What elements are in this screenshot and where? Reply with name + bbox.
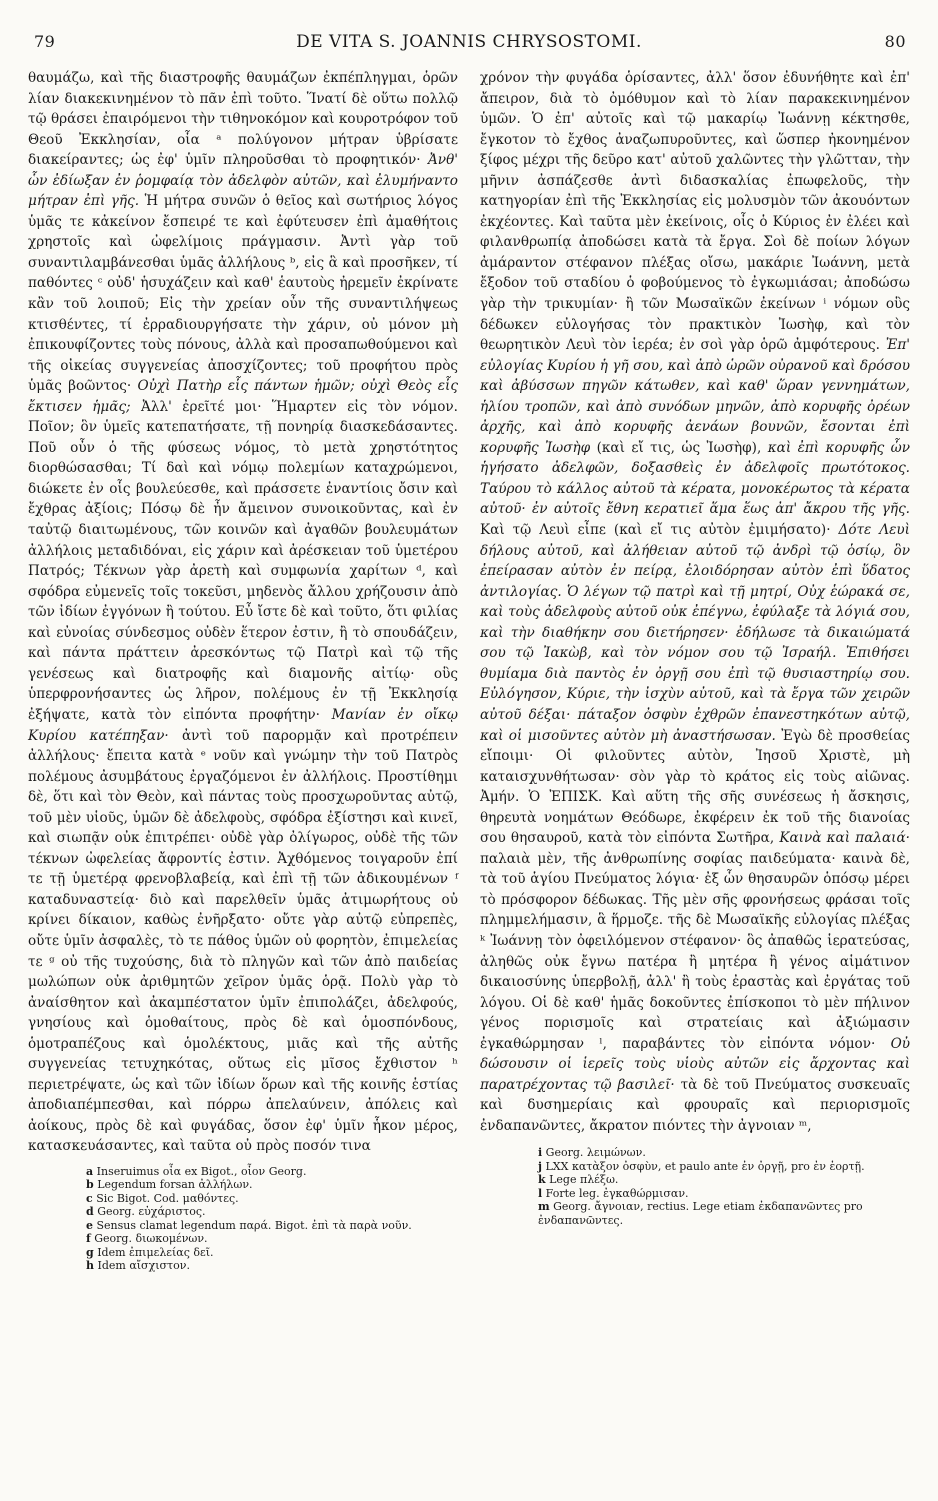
two-column-body xyxy=(28,68,910,1273)
scripture-quote: Καινὰ καὶ παλαιά· xyxy=(779,830,910,847)
footnote xyxy=(480,1200,910,1227)
footnote-marker: g xyxy=(86,1245,94,1259)
text-run: Ἡ μήτρα συνῶν ὁ θεῖος καὶ σωτήριος λόγος ὑμᾶς τε κἀκείνον ἔσπειρέ τε καὶ ἐφύτευσεν ἐπὶ ἀμαθήτοις χρηστοῖς καὶ ὠφελίμοις πράγμασιν. Ἀντὶ γὰρ τοῦ συναντιλαμβάνεσθαι ὑμᾶς ἀλλήλους ᵇ, εἰς ἃ καὶ προσῆκεν, τί παθόντες ᶜ οὐδ' ἡσυχάζειν καὶ καθ' ἑαυτοὺς ἠρεμεῖν ἐκρίνατε κἂν τοῦ λοιποῦ; Εἰς τὴν χρείαν οὖν τῆς συναντιλήψεως κτισθέντες, τί ἐρραδιουργήσατε τὴν χάριν, οὐ μόνον μὴ ἐπικουφίζοντες τοὺς πόνους, ἀλλὰ καὶ προσαπωθούμενοι καὶ τῆς οἰκείας συγγενείας ἀποσχίζοντες; τοῦ προφήτου πρὸς ὑμᾶς βοῶντος· xyxy=(28,193,458,395)
scripture-quote: Δότε Λευὶ δήλους αὐτοῦ, καὶ ἀλήθειαν αὐτοῦ τῷ ἀνδρὶ τῷ ὁσίῳ, ὃν ἐπείρασαν αὐτὸν ἐν πείρᾳ, ἐλοιδόρησαν αὐτὸν ἐπὶ ὕδατος ἀντιλογίας. Ὁ λέγων τῷ πατρὶ καὶ τῇ μητρί, Οὐχ ἑώρακά σε, καὶ τοὺς ἀδελφοὺς αὐτοῦ οὐκ ἐπέγνω, ἐφύλαξε τὰ λόγιά σου, καὶ τὴν διαθήκην σου διετήρησεν· ἐδήλωσε τὰ δικαιώματά σου τῷ Ἰακὼβ, καὶ τὸν νόμον σου τῷ Ἰσραήλ. Ἐπιθήσει θυμίαμα διὰ παντὸς ἐν ὀργῇ σου ἐπὶ τῷ θυσιαστηρίῳ σου. Εὐλόγησον, Κύριε, τὴν ἰσχὺν αὐτοῦ, καὶ τὰ ἔργα τῶν χειρῶν αὐτοῦ δέξαι· πάταξον ὀσφὺν ἐχθρῶν ἐπανεστηκότων αὐτῷ, καὶ οἱ μισοῦντες αὐτὸν μὴ ἀναστήσωσαν. xyxy=(480,522,910,744)
footnote-text: LXX κατὰξον ὀσφὺν, et paulo ante ἐν ὀργῇ, pro ἐν ἑορτῇ. xyxy=(541,1159,865,1173)
right-footnotes xyxy=(480,1146,910,1227)
footnote-text: Lege πλέξω. xyxy=(545,1173,619,1187)
right-column xyxy=(480,68,910,1273)
text-run: ἀντὶ τοῦ παρορμᾷν καὶ προτρέπειν ἀλλήλους· ἔπειτα κατὰ ᵉ νοῦν καὶ γνώμην τὴν τοῦ Πατρὸς πολέμους ἀσυμβάτους ἐργαζόμενοι ἐν ἀλλήλοις. Προστίθημι δὲ, ὅτι καὶ τὸν Θεὸν, καὶ πάντας τοὺς προσχωροῦντας αὐτῷ, τοῦ μὲν υἱοῦς, ὑμῶν δὲ ἀδελφοὺς, σφόδρα ἐξίστησι καὶ κινεῖ, καὶ σιωπᾷν οὐκ ἐπιτρέπει· οὐδὲ γὰρ ὀλίγωρος, οὐδὲ τῆς τῶν τέκνων ὠφελείας ἄφροντίς ἐστιν. Ἀχθόμενος τοιγαροῦν ἐπί τε τῇ ὑμετέρᾳ φρενοβλαβείᾳ, καὶ ἐπὶ τῇ τῶν ἀδικουμένων ᶠ καταδυναστείᾳ· διὸ καὶ παρελθεῖν ὑμᾶς ἀτιμωρήτους οὐ κρίνει δίκαιον, καθὼς ἐνῆρξατο· οὔτε γὰρ αὐτῷ εὐπρεπὲς, οὔτε ὑμῖν ἀσφαλὲς, τὸ τε πάθος ὑμῶν οὐ φορητὸν, ἐπιμελείας τε ᵍ οὐ τῆς τυχούσης, διὰ τὸ πληγῶν καὶ τῶν ἀπὸ παιδείας μωλώπων οὐκ ἀριθμητῶν χεῖρον ὑμᾶς ὁρᾷ. Πολὺ γὰρ τὸ ἀναίσθητον καὶ ἀκαμπέστατον ὑμῖν ἐπιπολάζει, ἀδελφούς, γνησίους καὶ ὁμοθαίτους, πρὸς δὲ καὶ ὁμοσπόνδους, ὁμοτραπέζους καὶ ὁμολέκτους, μιᾶς καὶ τῆς αὐτῆς συγγενείας τετυχηκότας, οὕτως εἰς μῖσος ἔχθιστον ʰ περιετρέψατε, ὡς καὶ τῶν ἰδίων ὅρων καὶ τῆς κοινῆς ἑστίας ἀποδιαπέμπεσθαι, καὶ πόρρω ἀπελαύνειν, ἀπόλεις καὶ ἀοίκους, πρὸς δὲ καὶ φυγάδας, ὅσον ἐφ' ὑμῖν ἧκον μέρος, κατασκευάσαντες, καὶ ταῦτα οὐ πρὸς ποσόν τινα xyxy=(28,727,459,1155)
footnote-marker: m xyxy=(538,1200,550,1214)
paragraph xyxy=(480,68,910,1136)
text-run: Ἐγὼ δὲ προσθείας εἴποιμι· Οἱ φιλοῦντες αὐτὸν, Ἰησοῦ Χριστὲ, μὴ καταισχυνθήτωσαν· σὸν γὰρ τὸ κράτος εἰς τοὺς αἰῶνας. Ἀμήν. Ὁ ἘΠΙΣΚ. Καὶ αὕτη τῆς σῆς συνέσεως ἡ ἄσκησις, θηρευτὰ νοημάτων Θεόδωρε, ἐκφέρειν ἐκ τοῦ τῆς διανοίας σου θησαυροῦ, κατὰ τὸν εἰπόντα Σωτῆρα, xyxy=(480,727,910,847)
scripture-quote: Ἀνθ' ὧν ἐδίωξαν ἐν ῥομφαίᾳ τὸν ἀδελφὸν αὐτῶν, καὶ ἐλυμήναντο μήτραν ἐπὶ γῆς. xyxy=(28,152,458,210)
footnote-marker: i xyxy=(538,1146,543,1160)
footnote xyxy=(28,1192,458,1206)
running-title: DE VITA S. JOANNIS CHRYSOSTOMI. xyxy=(296,32,642,52)
footnote-text: Inseruimus οἷα ex Bigot., οἷον Georg. xyxy=(93,1164,307,1178)
footnote xyxy=(28,1259,458,1273)
footnote-marker: e xyxy=(86,1218,93,1232)
footnote xyxy=(28,1232,458,1246)
scripture-quote: Μανίαν ἐν οἴκῳ Κυρίου κατέπηξαν· xyxy=(28,706,459,744)
footnote-text: Legendum forsan ἀλλήλων. xyxy=(93,1178,253,1192)
footnote xyxy=(480,1173,910,1187)
footnote-marker: f xyxy=(86,1232,91,1246)
footnote xyxy=(480,1160,910,1174)
footnote xyxy=(28,1205,458,1219)
footnote xyxy=(480,1187,910,1201)
left-column xyxy=(28,68,458,1273)
footnote-marker: b xyxy=(86,1178,94,1192)
footnote xyxy=(480,1146,910,1160)
scripture-quote: Οὐ δώσουσιν οἱ ἱερεῖς τοὺς υἱοὺς αὐτῶν εἰς ἄρχοντας καὶ παρατρέχοντας τῷ βασιλεῖ· xyxy=(480,1035,910,1093)
page-number-right: 80 xyxy=(884,32,906,51)
text-run: τὰ δὲ τοῦ Πνεύματος συσκευαῖς καὶ δυσημερίαις καὶ φρουραῖς καὶ περιορισμοῖς ἐνδαπανῶντες, ἄκρατον πιόντες τὴν ἀγνοιαν ᵐ, xyxy=(480,1076,910,1134)
footnote xyxy=(28,1178,458,1192)
scripture-quote: Οὐχὶ Πατὴρ εἷς πάντων ἡμῶν; οὐχὶ Θεὸς εἷς ἔκτισεν ἡμᾶς; xyxy=(28,378,458,415)
footnote xyxy=(28,1165,458,1179)
footnote-marker: j xyxy=(538,1159,542,1173)
left-footnotes xyxy=(28,1165,458,1273)
text-run: χρόνον τὴν φυγάδα ὁρίσαντες, ἀλλ' ὅσον ἐδυνήθητε καὶ ἐπ' ἄπειρον, διὰ τὸ ὀμόθυμον καὶ τὸ λίαν παρακεκινημένον ὑμῶν. Ὁ ἐπ' αὐτοῖς καὶ τῷ μακαρίῳ Ἰωάννῃ κέκτησθε, ἔγκοτον τὸ ἔχθος ἀναζωπυροῦντες, καὶ ὥσπερ ἠκονημένον ξίφος μέχρι τῆς δεῦρο κατ' αὐτοῦ χαλῶντες τὴν γλῶτταν, τὴν μῆνιν ἀσπάζεσθε ἀντὶ διδασκαλίας ἐπωφελοῦς, τὴν κατηγορίαν ἐπὶ τῆς Ἐκκλησίας εἰς μολυσμὸν τῶν ἀκουόντων ἐκχέοντες. Καὶ ταῦτα μὲν ἐκείνοις, οἷς ὁ Κύριος ἐν ἐλέει καὶ φιλανθρωπίᾳ ἀποδώσει κατὰ τὰ ἔργα. Σοὶ δὲ ποίων λόγων ἀμάραντον στέφανον πλέξας οἴσω, μακάριε Ἰωάννη, μετὰ ἔξοδον τοῦ σταδίου ὁ φοβούμενος τὸ ἐγκωμιάσαι; ἀποδώσω γὰρ τὴν τρικυμίαν· ἢ τῶν Μωσαϊκῶν ἐκείνων ⁱ νόμων οὓς δέδωκεν εὐλογήσας τὸν πρακτικὸν Ἰωσὴφ, καὶ τὸν θεωρητικὸν Λευὶ τὸν ἱερέα; ἐν σοὶ γὰρ ὁρῶ ἀμφότερους. xyxy=(480,70,910,354)
paragraph xyxy=(28,68,458,1157)
footnote-text: Sic Bigot. Cod. μαθόντες. xyxy=(92,1191,239,1205)
scripture-quote: Ἐπ' εὐλογίας Κυρίου ἡ γῆ σου, καὶ ἀπὸ ὡρῶν οὐρανοῦ καὶ δρόσου καὶ ἀβύσσων πηγῶν κάτωθεν, καὶ καθ' ὥραν γεννημάτων, ἡλίου τροπῶν, καὶ ἀπὸ συνόδων μηνῶν, ἀπὸ κορυφῆς ὀρέων ἀρχῆς, καὶ ἀπὸ κορυφῆς ἀενάων βουνῶν, ἔσονται ἐπὶ κορυφῆς Ἰωσὴφ xyxy=(480,337,910,456)
footnote xyxy=(28,1219,458,1233)
footnote-text: Idem ἐπιμελείας δεῖ. xyxy=(93,1245,214,1259)
footnote-text: Georg. λειμώνων. xyxy=(542,1146,646,1160)
footnote-text: Georg. διωκομένων. xyxy=(90,1232,208,1246)
text-run: Καὶ τῷ Λευὶ εἶπε (καὶ εἴ τις αὐτὸν ἐμιμήσατο)· xyxy=(480,522,839,539)
footnote-marker: k xyxy=(538,1173,546,1187)
text-run: θαυμάζω, καὶ τῆς διαστροφῆς θαυμάζων ἐκπέπληγμαι, ὁρῶν λίαν διακεκινημένον τὸ πᾶν ἐπὶ τοῦτο. Ἵνατί δὲ οὕτω πολλῷ τῷ θράσει ἐπαιρόμενοι τὴν τιθηνοκόμον καὶ κουροτρόφον τοῦ Θεοῦ Ἐκκλησίαν, οἷα ᵃ πολύγονον μήτραν ὑβρίσατε διακείραντες; ὡς ἐφ' ὑμῖν πληροῦσθαι τὸ προφητικόν· xyxy=(28,70,458,169)
footnote-text: Idem αἴσχιστον. xyxy=(94,1259,190,1273)
footnote-text: Sensus clamat legendum παρά. Bigot. ἐπὶ τὰ παρὰ νοῦν. xyxy=(93,1218,412,1232)
footnote-marker: a xyxy=(86,1164,94,1178)
footnote-marker: h xyxy=(86,1259,94,1273)
left-column-text xyxy=(28,68,458,1157)
footnote-marker: l xyxy=(538,1186,543,1200)
text-run: παλαιὰ μὲν, τῆς ἀνθρωπίνης σοφίας παιδεύματα· καινὰ δὲ, τὰ τοῦ ἁγίου Πνεύματος λόγια· ἐξ ὧν θησαυρῶν ὁπόσῳ μέρει τὸ πρόσφορον δέδωκας. Τῆς μὲν σῆς φρονήσεως φράσαι τοῖς πλημμελήμασιν, ἃ ἥρμοζε. τῆς δὲ Μωσαϊκῆς εὐλογίας πλέξας ᵏ Ἰωάννῃ τὸν ὀφειλόμενον στέφανον· ὃς ἀπαθῶς ἱερατεύσας, ἀληθῶς οὐκ ἔγνω πατέρα ἢ μητέρα ἢ γένος αἱμάτινον δικαιοσύνης ὑπερβολῇ, ἀλλ' ἢ τοὺς ἐραστὰς καὶ ἐργάτας τοῦ λόγου. Οἱ δὲ καθ' ἡμᾶς δοκοῦντες ἐπίσκοποι τὸ μὲν πήλινον γένος πορισμοῖς καὶ στρατείαις καὶ ἀξιώμασιν ἐγκαθώρμησαν ˡ, παραβάντες τὸν εἰπόντα νόμον· xyxy=(480,850,910,1052)
footnote xyxy=(28,1246,458,1260)
text-run: Ἀλλ' ἐρεῖτέ μοι· Ἥμαρτεν εἰς τὸν νόμον. Ποῖον; ὃν ὑμεῖς κατεπατήσατε, τῇ πονηρίᾳ διασκεδάσαντες. Ποῦ οὖν ὁ τῆς φύσεως νόμος, τὸ μετὰ χρηστότητος διορθώσασθαι; Τί δαὶ καὶ νόμῳ πολεμίων καταχρώμενοι, διώκετε ἐν οἷς βουλεύεσθε, καὶ πράσσετε ἐναντίοις ὄσιν καὶ ἔχθρας ἀξίοις; Πόσῳ δὲ ἦν ἄμεινον συνοικοῦντας, καὶ ἐν ταὐτῷ διαιτωμένους, τῶν κοινῶν καὶ ἀγαθῶν βουλευμάτων ἀλλήλοις μεταδιδόναι, εἰς χάριν καὶ ἀρέσκειαν τοῦ ὑμετέρου Πατρός; Τέκνων γὰρ ἀρετὴ καὶ συμφωνία χαρίτων ᵈ, καὶ σφόδρα εὐμενεῖς τοῖς τοκεῦσι, μηδενὸς ἄλλου χρήζουσιν ἀπὸ τῶν ἰδίων ἐγγόνων ἢ τούτου. Εὖ ἴστε δὲ καὶ τοῦτο, ὅτι φιλίας καὶ εὐνοίας σύνδεσμος οὐδὲν ἕτερον ἐστιν, ἢ τὸ σπουδάζειν, καὶ πάντα πράττειν ἀρεσκόντως τῷ Πατρὶ καὶ τῷ τῆς γενέσεως καὶ διατροφῆς καὶ διαμονῆς αἰτίῳ· οὓς ὑπερφρονήσαντες ὡς λῆρον, πολέμους ἐν τῇ Ἐκκλησίᾳ ἐξήψατε, κατὰ τὸν εἰπόντα προφήτην· xyxy=(28,398,459,723)
page-number-left: 79 xyxy=(34,32,56,51)
footnote-text: Georg. ἄγνοιαν, rectius. Lege etiam ἐκδαπανῶντες pro ἐνδαπανῶντες. xyxy=(538,1200,863,1227)
footnote-text: Forte leg. ἐγκαθώρμισαν. xyxy=(542,1186,689,1200)
footnote-text: Georg. εὐχάριστος. xyxy=(93,1205,206,1219)
scripture-quote: καὶ ἐπὶ κορυφῆς ὧν ἡγήσατο ἀδελφῶν, δοξασθεὶς ἐν ἀδελφοῖς πρωτότοκος. Ταύρου τὸ κάλλος αὐτοῦ τὰ κέρατα, μονοκέρωτος τὰ κέρατα αὐτοῦ· ἐν αὐτοῖς ἔθνη κερατιεῖ ἅμα ἕως ἀπ' ἄκρου τῆς γῆς. xyxy=(480,439,910,518)
footnote-marker: c xyxy=(86,1191,93,1205)
footnote-marker: d xyxy=(86,1205,94,1219)
text-run: (καὶ εἴ τις, ὡς Ἰωσὴφ), xyxy=(590,439,768,456)
right-column-text xyxy=(480,68,910,1136)
running-header xyxy=(28,30,910,56)
